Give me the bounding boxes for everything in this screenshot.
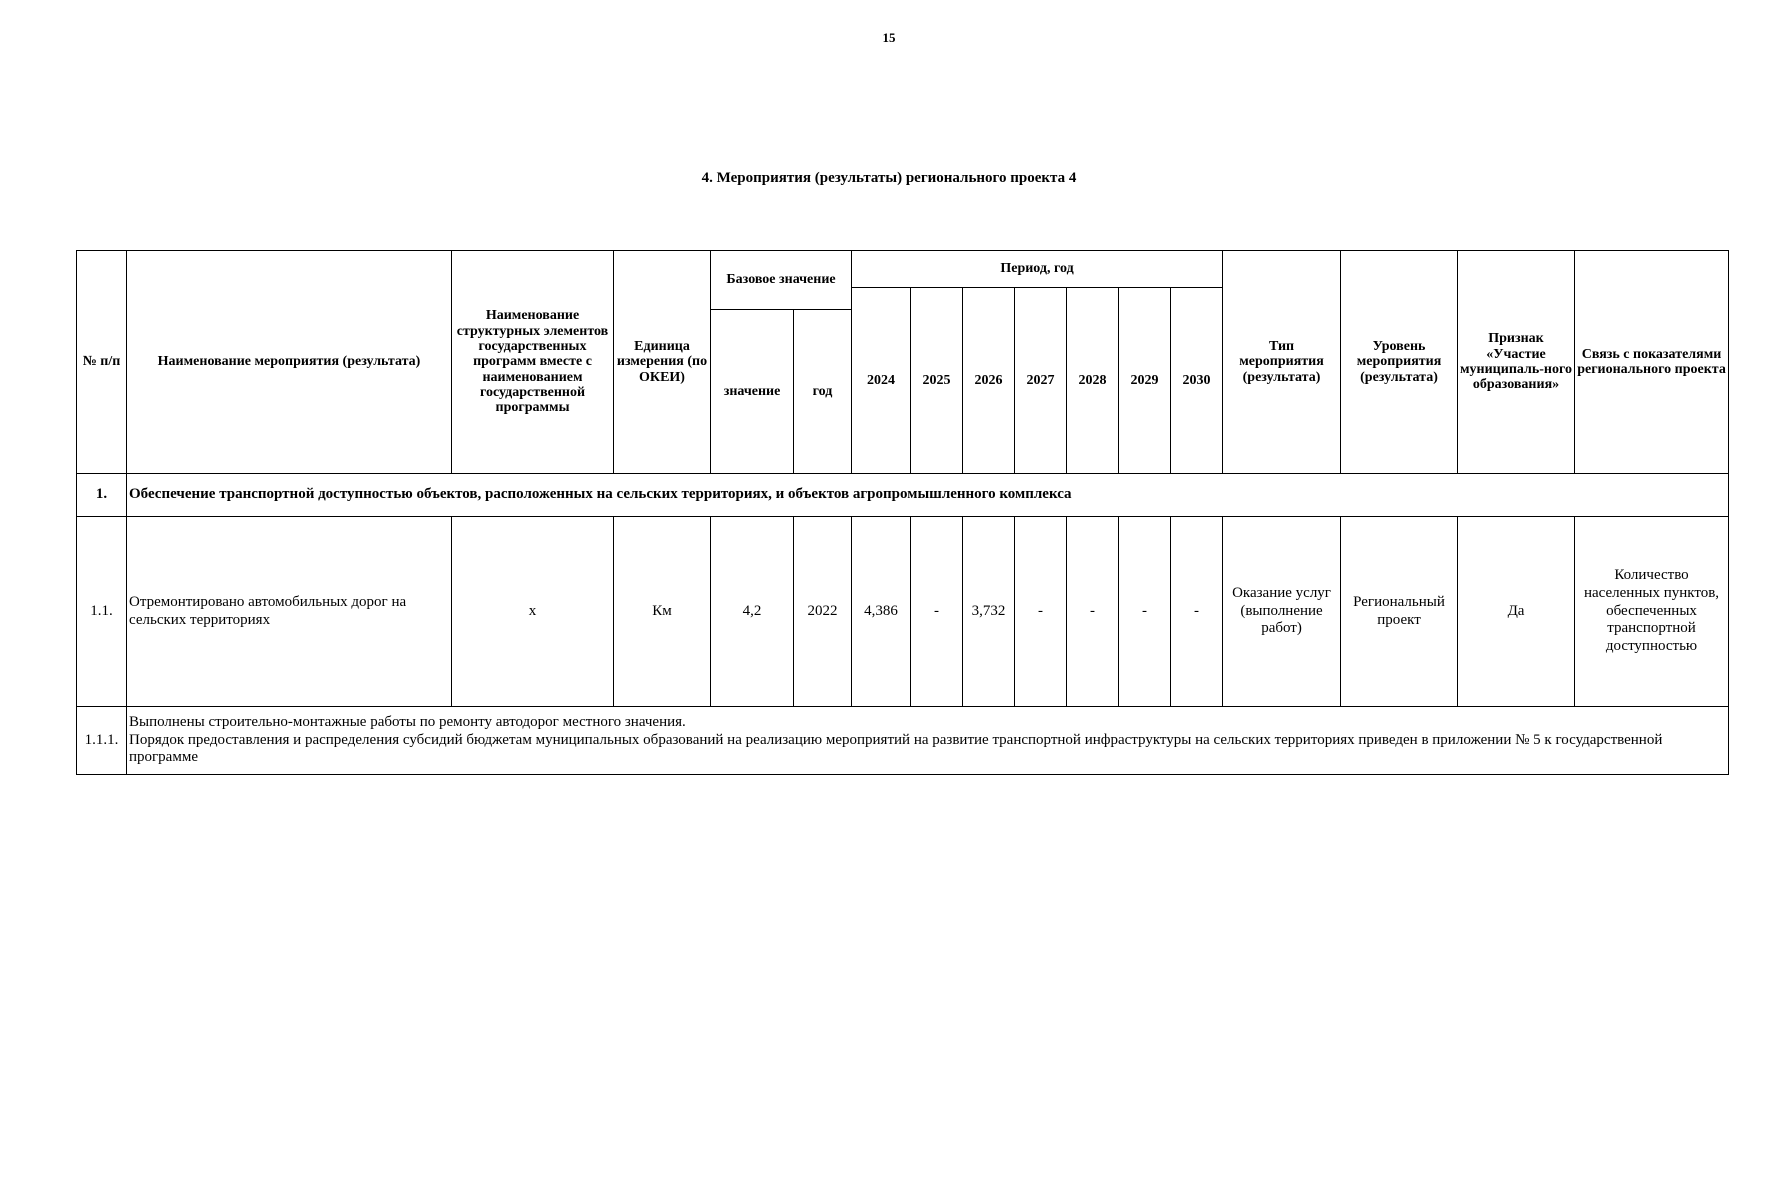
row-name: Отремонтировано автомобильных дорог на сельских территориях [127, 517, 452, 707]
header-structural: Наименование структурных элементов государственных программ вместе с наименованием государственной программы [452, 251, 614, 474]
row-value-2027: - [1015, 517, 1067, 707]
table-row-group [77, 474, 1729, 517]
measures-table [76, 250, 1729, 775]
header-base: Базовое значение [711, 251, 852, 310]
header-level: Уровень мероприятия (результата) [1341, 251, 1458, 474]
row-value-2026: 3,732 [963, 517, 1015, 707]
header-year-2025: 2025 [911, 288, 963, 474]
header-year-2027: 2027 [1015, 288, 1067, 474]
header-base-year: год [794, 310, 852, 474]
row-base-value: 4,2 [711, 517, 794, 707]
header-year-2028: 2028 [1067, 288, 1119, 474]
row-value-2024: 4,386 [852, 517, 911, 707]
header-period: Период, год [852, 251, 1223, 288]
header-year-2024: 2024 [852, 288, 911, 474]
note-num: 1.1.1. [77, 707, 127, 775]
row-value-2025: - [911, 517, 963, 707]
header-row-1 [77, 251, 1729, 288]
row-unit: Км [614, 517, 711, 707]
header-year-2026: 2026 [963, 288, 1015, 474]
header-num: № п/п [77, 251, 127, 474]
header-year-2030: 2030 [1171, 288, 1223, 474]
header-year-2029: 2029 [1119, 288, 1171, 474]
section-title: 4. Мероприятия (результаты) регионального проекта 4 [701, 170, 1077, 186]
table-row [77, 517, 1729, 707]
group-num: 1. [77, 474, 127, 517]
row-municipal: Да [1458, 517, 1575, 707]
header-municipal: Признак «Участие муниципаль-ного образования» [1458, 251, 1575, 474]
note-line-2: Порядок предоставления и распределения субсидий бюджетам муниципальных образований на реализацию мероприятий на развитие транспортной инфраструктуры на сельских территориях приведен в приложении № 5 к государственной программе [129, 731, 1663, 766]
note-line-1: Выполнены строительно-монтажные работы по ремонту автодорог местного значения. [129, 713, 686, 730]
row-num: 1.1. [77, 517, 127, 707]
row-value-2030: - [1171, 517, 1223, 707]
row-level: Региональный проект [1341, 517, 1458, 707]
row-link: Количество населенных пунктов, обеспеченных транспортной доступностью [1575, 517, 1729, 707]
header-name: Наименование мероприятия (результата) [127, 251, 452, 474]
header-base-value: значение [711, 310, 794, 474]
group-text: Обеспечение транспортной доступностью объектов, расположенных на сельских территориях, и объектов агропромышленного комплекса [127, 474, 1729, 517]
header-unit: Единица измерения (по ОКЕИ) [614, 251, 711, 474]
row-value-2028: - [1067, 517, 1119, 707]
header-link: Связь с показателями регионального проекта [1575, 251, 1729, 474]
row-value-2029: - [1119, 517, 1171, 707]
header-type: Тип мероприятия (результата) [1223, 251, 1341, 474]
page-number: 15 [882, 30, 896, 45]
row-base-year: 2022 [794, 517, 852, 707]
note-text [127, 707, 1729, 775]
table-row-note [77, 707, 1729, 775]
row-structural: х [452, 517, 614, 707]
row-type: Оказание услуг (выполнение работ) [1223, 517, 1341, 707]
